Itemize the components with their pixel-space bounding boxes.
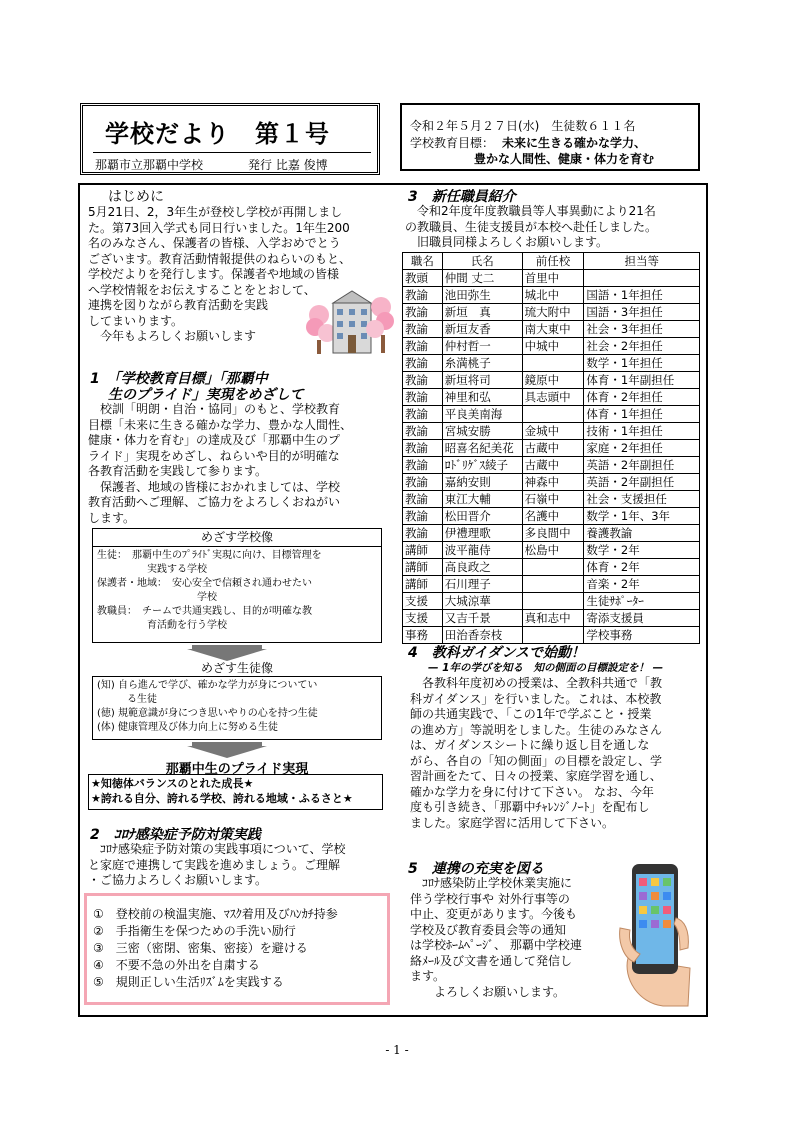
- measure-item: ⑤ 規則正しい生活ﾘｽﾞﾑを実践する: [93, 975, 284, 989]
- table-cell: 養護教諭: [584, 525, 700, 542]
- section4-subheading: — 1年の学びを知る 知の側面の目標設定を！ —: [428, 662, 664, 674]
- student-image-title: めざす生徒像: [200, 661, 273, 675]
- measure-item: ③ 三密（密閉、密集、密接）を避ける: [93, 941, 308, 955]
- table-cell: 波平龍侍: [442, 542, 522, 559]
- table-cell: 嘉納安則: [442, 474, 522, 491]
- table-row: [403, 474, 700, 491]
- table-cell: 具志頭中: [522, 389, 584, 406]
- table-cell: 教諭: [403, 321, 443, 338]
- table-cell: 石川理子: [442, 576, 522, 593]
- school-building-illustration: [305, 285, 395, 360]
- table-cell: 社会・3年担任: [584, 321, 700, 338]
- table-cell: 支援: [403, 610, 443, 627]
- table-header-row: [403, 253, 700, 270]
- table-cell: 生徒ｻﾎﾟｰﾀｰ: [584, 593, 700, 610]
- table-cell: 英語・2年副担任: [584, 474, 700, 491]
- measure-item: ① 登校前の検温実施、ﾏｽｸ着用及びﾊﾝｶﾁ持参: [93, 907, 338, 921]
- school-image-box: めざす学校像 生徒： 那覇中生のﾌﾟﾗｲﾄﾞ実現に向け、目標管理を 実践する学校 保護者・地域： 安心安全で信頼され通わせたい 学校 教職員： チームで共通実践し、目的が明確な教 育活動を行う学校: [92, 528, 382, 643]
- table-cell: 数学・1年、3年: [584, 508, 700, 525]
- table-cell: 国語・1年担任: [584, 287, 700, 304]
- table-cell: [522, 559, 584, 576]
- measure-item: ② 手指衛生を保つための手洗い励行: [93, 924, 296, 938]
- table-cell: 事務: [403, 627, 443, 644]
- table-cell: 城北中: [522, 287, 584, 304]
- table-cell: 体育・1年担任: [584, 406, 700, 423]
- newsletter-title: 学校だより 第１号: [105, 120, 330, 148]
- table-cell: 寄添支援員: [584, 610, 700, 627]
- date-line: 令和２年５月２７日(水) 生徒数６１１名: [410, 119, 636, 133]
- table-row: [403, 406, 700, 423]
- table-cell: 平良美南海: [442, 406, 522, 423]
- table-cell: 国語・3年担任: [584, 304, 700, 321]
- table-cell: 体育・2年担任: [584, 389, 700, 406]
- column-header: 氏名: [442, 253, 522, 270]
- table-row: [403, 559, 700, 576]
- table-cell: 教頭: [403, 270, 443, 287]
- table-cell: 琉大附中: [522, 304, 584, 321]
- table-cell: 田治香奈枝: [442, 627, 522, 644]
- column-header: 職名: [403, 253, 443, 270]
- table-cell: 家庭・2年担任: [584, 440, 700, 457]
- school-image-title: めざす学校像: [200, 530, 273, 544]
- table-cell: 松島中: [522, 542, 584, 559]
- table-cell: 中城中: [522, 338, 584, 355]
- section2-heading: 2 ｺﾛﾅ感染症予防対策実践: [90, 827, 261, 843]
- section5-heading: 5 連携の充実を図る: [408, 861, 544, 877]
- section4-text: 各教科年度初めの授業は、全教科共通で「教 科ガイダンス」を行いました。これは、本校教 師の共通実践で、「この1年で学ぶこと・授業 の進め方」等説明をしました。生徒のみなさん は、ガイダンスシートに繰り返し目を通しな がら、各自の「知の側面」の目標を設定し、学 習計画をたて、日々の授業、家庭学習を通し、 確かな学力を身に付けて下さい。 なお、今年 度も引き続き、「那覇中ﾁｬﾚﾝｼﾞﾉｰﾄ」を配布し ました。家庭学習に活用して下さい。: [410, 676, 663, 830]
- table-row: [403, 610, 700, 627]
- table-row: [403, 270, 700, 287]
- table-row: [403, 457, 700, 474]
- table-cell: 数学・2年: [584, 542, 700, 559]
- table-row: [403, 389, 700, 406]
- section3-heading: 3 新任職員紹介: [408, 189, 516, 205]
- table-row: [403, 593, 700, 610]
- table-cell: [522, 576, 584, 593]
- table-cell: 英語・2年副担任: [584, 457, 700, 474]
- staff-table: [402, 252, 700, 644]
- table-cell: 教諭: [403, 355, 443, 372]
- table-cell: 高良政之: [442, 559, 522, 576]
- table-cell: 金城中: [522, 423, 584, 440]
- table-cell: 支援: [403, 593, 443, 610]
- table-row: [403, 627, 700, 644]
- table-cell: 教諭: [403, 474, 443, 491]
- table-cell: 池田弥生: [442, 287, 522, 304]
- table-cell: 教諭: [403, 440, 443, 457]
- table-cell: 糸満桃子: [442, 355, 522, 372]
- goal-line-1: 未来に生きる確かな学力、: [502, 136, 647, 150]
- table-cell: 教諭: [403, 491, 443, 508]
- goal-line-2: 豊かな人間性、健康・体力を育む: [474, 152, 655, 166]
- down-arrow-icon: [187, 649, 267, 661]
- table-cell: 仲村哲一: [442, 338, 522, 355]
- table-cell: 仲間 丈二: [442, 270, 522, 287]
- section2-text: ｺﾛﾅ感染症予防対策の実践事項について、学校 と家庭で連携して実践を進めましょう。ご理解 ・ご協力よろしくお願いします。: [88, 842, 346, 887]
- section1-text: 校訓「明朗・自治・協同」のもと、学校教育 目標「未来に生きる確かな学力、豊かな人間性、 健康・体力を育む」の達成及び「那覇中生のプ ライド」実現をめざし、ねらいや目的が明確な 各教育活動を実践して参ります。 保護者、地域の皆様におかれましては、学校 教育活動へご理解、ご協力をよろしくおねがい します。: [88, 402, 353, 525]
- table-cell: 又吉千景: [442, 610, 522, 627]
- table-cell: 宮城安勝: [442, 423, 522, 440]
- table-cell: 教諭: [403, 406, 443, 423]
- table-cell: 数学・1年担任: [584, 355, 700, 372]
- table-cell: 講師: [403, 542, 443, 559]
- table-cell: 教諭: [403, 338, 443, 355]
- section5-text: ｺﾛﾅ感染防止学校休業実施に 伴う学校行事や 対外行事等の 中止、変更があります。今後も 学校及び教育委員会等の通知 は学校ﾎｰﾑﾍﾟｰｼﾞ、 那覇中学校連 絡ﾒｰﾙ及び文書を通して発信し ます。 よろしくお願いします。: [410, 876, 582, 999]
- table-cell: 体育・2年: [584, 559, 700, 576]
- pride-title: 那覇中生のプライド実現: [165, 762, 309, 777]
- goal-label: 学校教育目標：: [410, 136, 495, 150]
- title-box: [80, 103, 380, 175]
- table-cell: 講師: [403, 559, 443, 576]
- column-header: 担当等: [584, 253, 700, 270]
- table-cell: 古蔵中: [522, 457, 584, 474]
- table-cell: 神森中: [522, 474, 584, 491]
- table-row: [403, 576, 700, 593]
- table-cell: 首里中: [522, 270, 584, 287]
- section1-heading-1: 1 「学校教育目標」「那覇中: [90, 371, 268, 387]
- table-cell: 教諭: [403, 423, 443, 440]
- table-cell: 教諭: [403, 372, 443, 389]
- school-name: 那覇市立那覇中学校: [95, 158, 204, 172]
- table-row: [403, 338, 700, 355]
- pride-box: ★知徳体バランスのとれた成長★ ★誇れる自分、誇れる学校、誇れる地域・ふるさと★: [88, 774, 383, 810]
- table-cell: 社会・2年担任: [584, 338, 700, 355]
- student-image-box: (知) 自ら進んで学び、確かな学力が身についてい る生徒 (徳) 規範意識が身につき思いやりの心を持つ生徒 (体) 健康管理及び体力向上に努める生徒: [92, 676, 382, 740]
- table-cell: 教諭: [403, 389, 443, 406]
- table-row: [403, 304, 700, 321]
- measure-item: ④ 不要不急の外出を自粛する: [93, 958, 260, 972]
- table-cell: [522, 406, 584, 423]
- table-cell: 新垣友香: [442, 321, 522, 338]
- table-cell: 古蔵中: [522, 440, 584, 457]
- table-cell: [522, 355, 584, 372]
- page-number: - 1 -: [385, 1043, 409, 1057]
- table-cell: 教諭: [403, 287, 443, 304]
- table-row: [403, 491, 700, 508]
- column-header: 前任校: [522, 253, 584, 270]
- table-cell: ﾛﾄﾞﾘｹﾞｽ綾子: [442, 457, 522, 474]
- table-cell: 教諭: [403, 304, 443, 321]
- table-cell: [584, 270, 700, 287]
- table-cell: 名護中: [522, 508, 584, 525]
- table-cell: 体育・1年副担任: [584, 372, 700, 389]
- smartphone-illustration: [618, 858, 698, 1008]
- table-cell: [522, 627, 584, 644]
- table-cell: 真和志中: [522, 610, 584, 627]
- table-row: [403, 423, 700, 440]
- publisher: 発行 比嘉 俊博: [248, 158, 328, 172]
- table-cell: 教諭: [403, 457, 443, 474]
- table-cell: 石嶺中: [522, 491, 584, 508]
- table-cell: 鏡原中: [522, 372, 584, 389]
- table-row: [403, 287, 700, 304]
- table-cell: 大城涼華: [442, 593, 522, 610]
- section1-heading-2: 生のプライド」実現をめざして: [108, 387, 304, 403]
- table-cell: 教諭: [403, 525, 443, 542]
- intro-heading: はじめに: [108, 189, 164, 205]
- table-row: [403, 372, 700, 389]
- table-cell: 松田晋介: [442, 508, 522, 525]
- table-cell: 技術・1年担任: [584, 423, 700, 440]
- info-box: [400, 103, 700, 171]
- table-cell: 東江大輔: [442, 491, 522, 508]
- table-row: [403, 508, 700, 525]
- down-arrow-icon: [187, 746, 267, 758]
- table-cell: 昭喜名紀美花: [442, 440, 522, 457]
- table-cell: 伊禮理歌: [442, 525, 522, 542]
- table-cell: 南大東中: [522, 321, 584, 338]
- section4-heading: 4 教科ガイダンスで始動！: [408, 645, 586, 661]
- table-cell: 講師: [403, 576, 443, 593]
- table-cell: 学校事務: [584, 627, 700, 644]
- table-cell: 音楽・2年: [584, 576, 700, 593]
- table-cell: [522, 593, 584, 610]
- table-row: [403, 542, 700, 559]
- table-cell: 神里和弘: [442, 389, 522, 406]
- table-cell: 多良間中: [522, 525, 584, 542]
- table-row: [403, 525, 700, 542]
- intro-text: 5月21日、2，3年生が登校し学校が再開しまし た。第73回入学式も同日行いました。1年生200 名のみなさん、保護者の皆様、入学おめでとう ございます。教育活動情報提供のねらいのもと、 学校だよりを発行します。保護者や地域の皆様 へ学校情報をお伝えすることをとおして、 連携を図りながら教育活動を実践 してまいります。 今年もよろしくお願いします: [88, 205, 352, 343]
- table-cell: 新垣将司: [442, 372, 522, 389]
- table-row: [403, 355, 700, 372]
- table-cell: 社会・支援担任: [584, 491, 700, 508]
- table-cell: 教諭: [403, 508, 443, 525]
- covid-measures-box: [84, 893, 390, 1005]
- table-row: [403, 321, 700, 338]
- table-cell: 新垣 真: [442, 304, 522, 321]
- table-row: [403, 440, 700, 457]
- section3-text: 令和2年度年度教職員等人事異動により21名 の教職員、生徒支援員が本校へ赴任しました。 旧職員同様よろしくお願いします。: [405, 204, 658, 249]
